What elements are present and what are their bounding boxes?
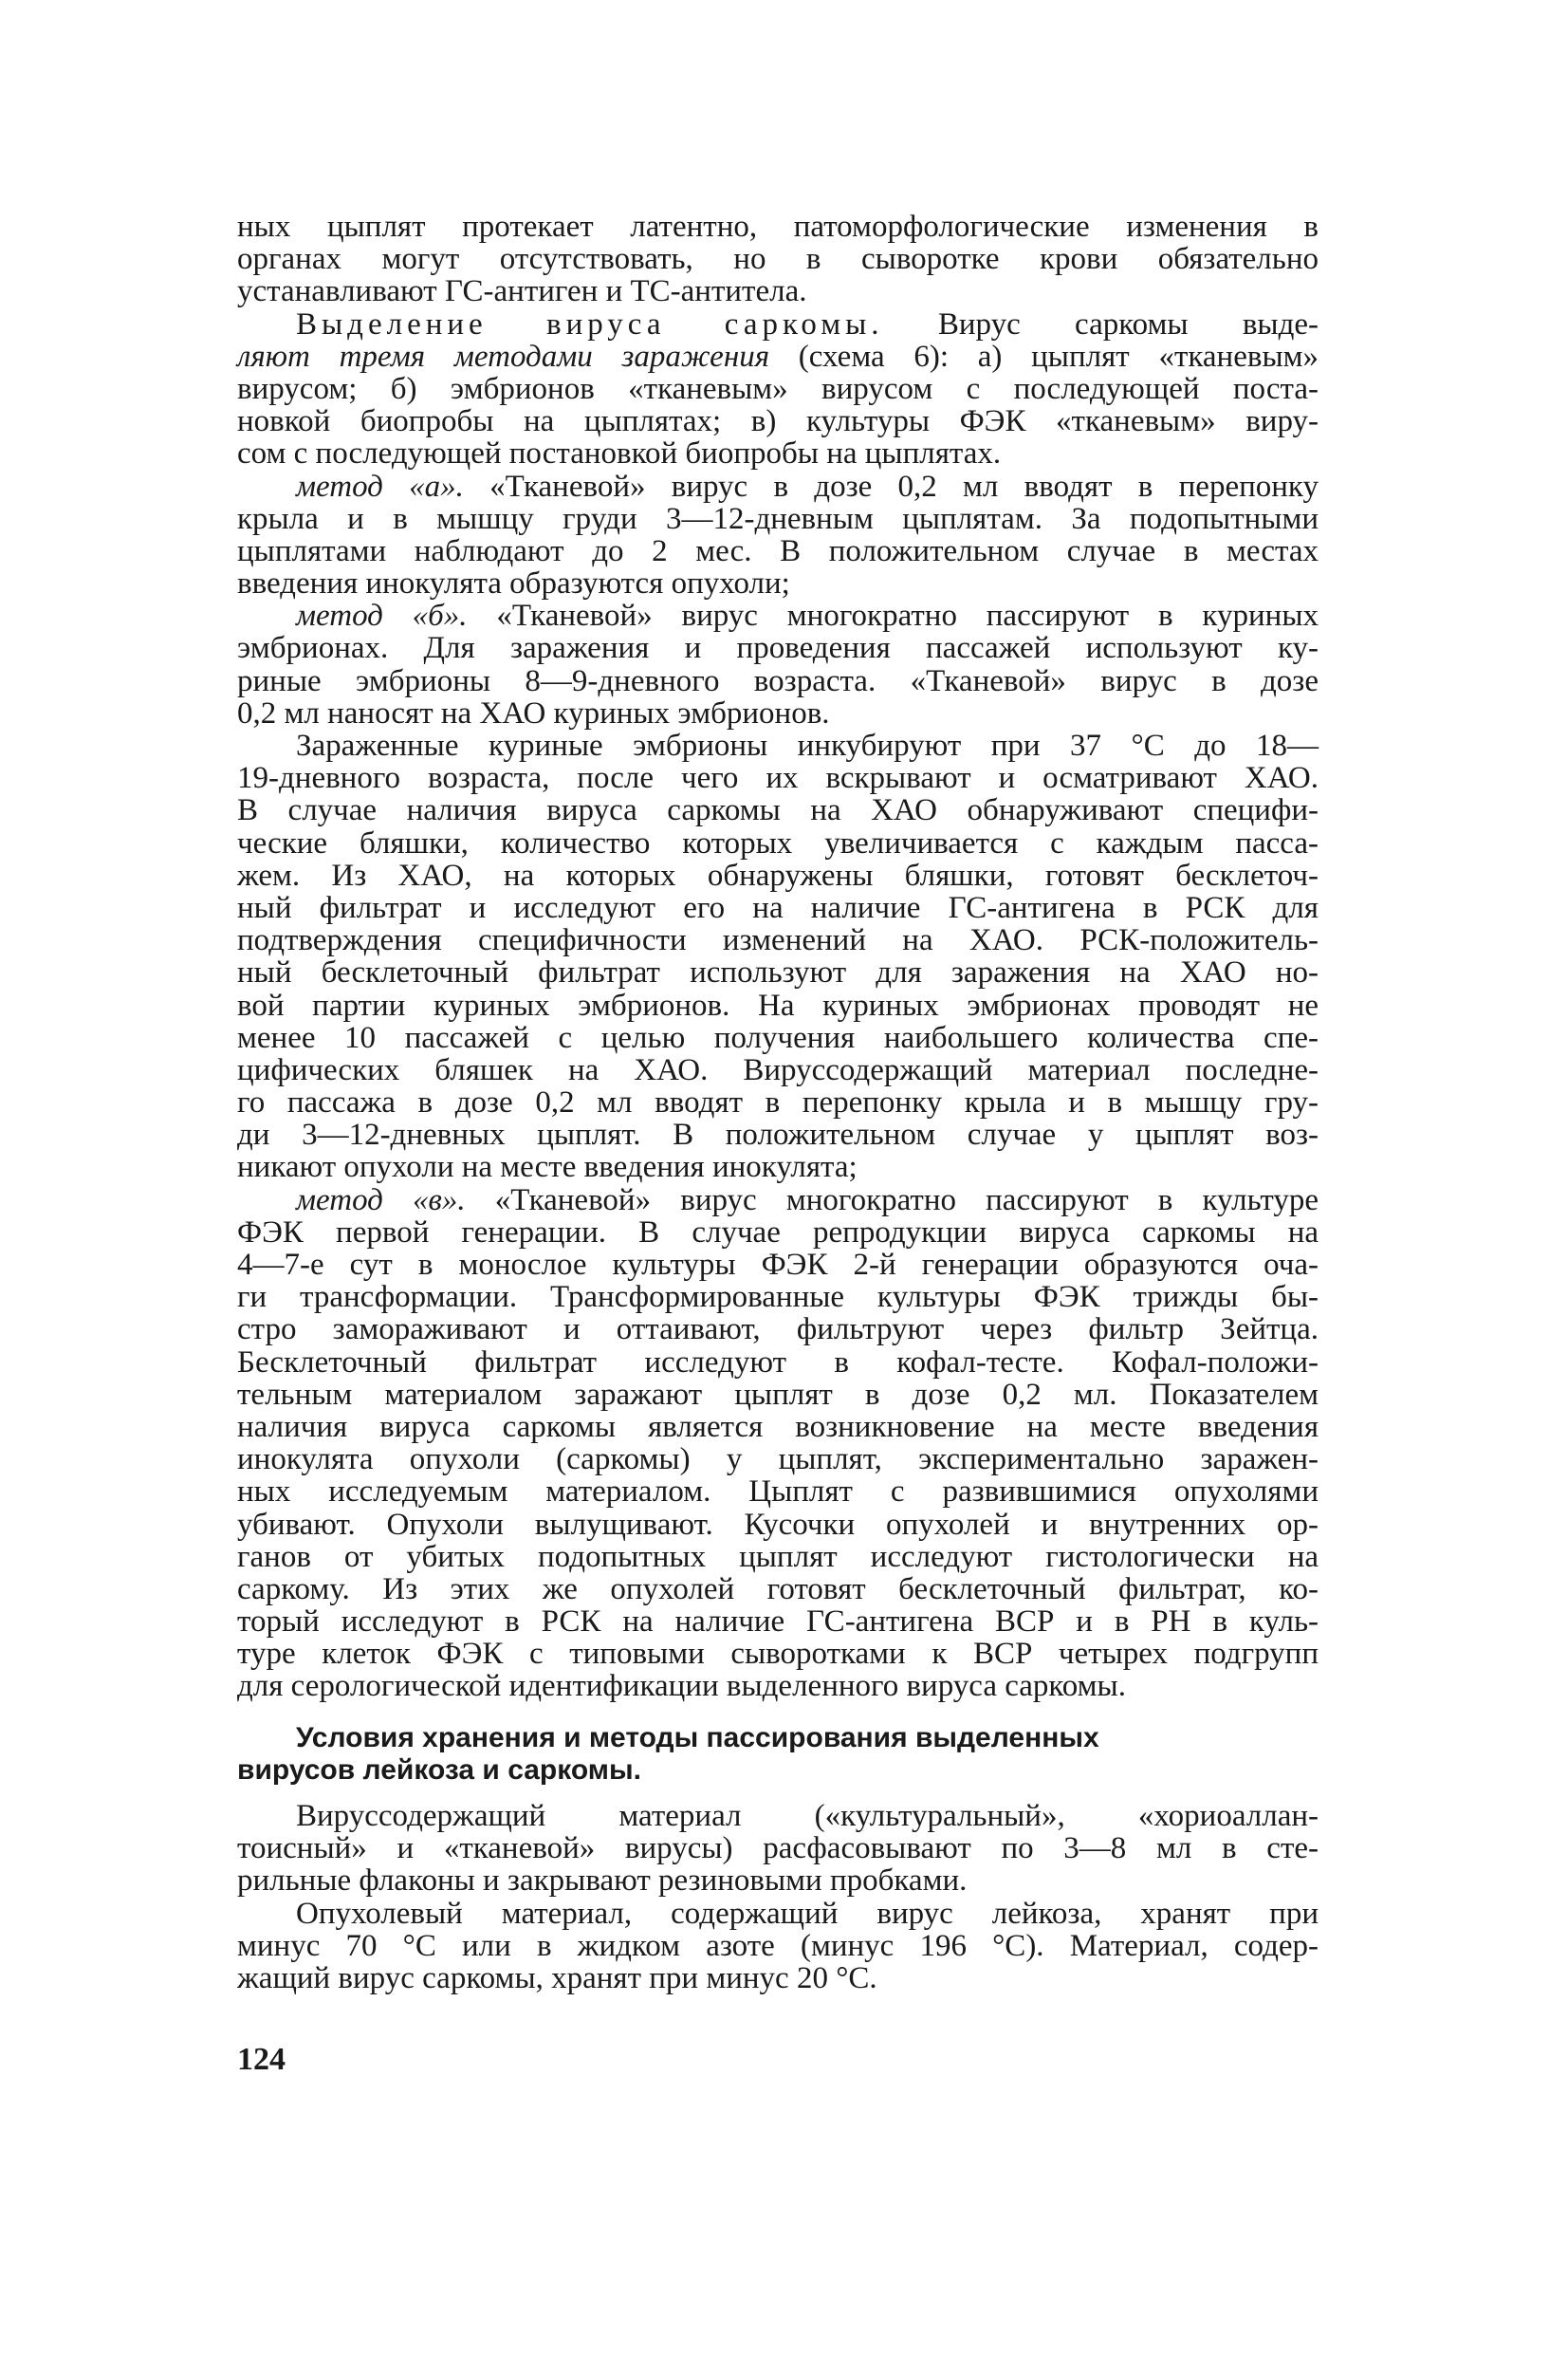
text-line <box>237 308 1319 341</box>
text-line: эмбрионах. Для заражения и проведения пассажей используют ку- <box>237 631 1319 666</box>
text-line <box>237 341 1319 373</box>
text-line <box>237 600 1319 632</box>
run-in-heading: Выделение вируса саркомы. <box>296 306 884 342</box>
page-number: 124 <box>237 2042 286 2077</box>
text-line: ги трансформации. Трансформированные культуры ФЭК трижды бы- <box>237 1280 1319 1315</box>
text-line: туре клеток ФЭК с типовыми сыворотками к ВСР четырех подгрупп <box>237 1637 1319 1672</box>
text-line: минус 70 °С или в жидком азоте (минус 196 °С). Материал, содер- <box>237 1928 1319 1963</box>
text-line: ческие бляшки, количество которых увеличивается с каждым пасса- <box>237 825 1319 861</box>
text-line: торый исследуют в РСК на наличие ГС-антигена ВСР и в РН в куль- <box>237 1604 1319 1640</box>
text-line: введения инокулята образуются опухоли; <box>237 566 790 602</box>
paragraph-storage <box>237 1898 1319 1995</box>
text-line: крыла и в мышцу груди 3—12-дневным цыплятам. За подопытными <box>237 501 1319 536</box>
text-line: Зараженные куриные эмбрионы инкубируют при 37 °С до 18— <box>296 729 1319 763</box>
text-run: (схема 6): а) цыплят «тканевым» <box>769 339 1319 374</box>
text-line: менее 10 пассажей с целью получения наибольшего количества спе- <box>237 1020 1319 1055</box>
text-line: 4—7-е сут в монослое культуры ФЭК 2-й генерации образуются оча- <box>237 1248 1319 1282</box>
text-line: никают опухоли на месте введения инокулята; <box>237 1150 858 1185</box>
text-line: наличия вируса саркомы является возникновение на месте введения <box>237 1409 1319 1444</box>
text-line: жащий вирус саркомы, хранят при минус 20 °С. <box>237 1960 877 1995</box>
paragraph-method-v <box>237 1184 1319 1703</box>
text-run: «Тканевой» вирус в дозе 0,2 мл вводят в перепонку <box>463 469 1319 504</box>
method-label: метод «в». <box>296 1182 466 1217</box>
text-line: вой партии куриных эмбрионов. На куриных эмбрионах проводят не <box>237 988 1319 1023</box>
paragraph-embryo-incubation <box>237 730 1319 1184</box>
text-run: «Тканевой» вирус многократно пассируют в куриных <box>467 599 1319 634</box>
text-line: 0,2 мл наносят на ХАО куриных эмбрионов. <box>237 695 830 731</box>
text-line: новкой биопробы на цыплятах; в) культуры ФЭК «тканевым» виру- <box>237 404 1319 439</box>
text-line: цыплятами наблюдают до 2 мес. В положительном случае в местах <box>237 533 1319 568</box>
text-line: рильные флаконы и закрывают резиновыми пробками. <box>237 1863 968 1899</box>
text-line: органах могут отсутствовать, но в сыворотке крови обязательно <box>237 242 1319 277</box>
method-label: метод «б». <box>296 599 468 634</box>
text-line: Вируссодержащий материал («культуральный», «хориоаллан- <box>296 1799 1319 1833</box>
paragraph-continuation <box>237 211 1319 308</box>
section-heading-line: вирусов лейкоза и саркомы. <box>237 1753 641 1786</box>
text-line: тоисный» и «тканевой» вирусы) расфасовывают по 3—8 мл в сте- <box>237 1831 1319 1866</box>
text-line: стро замораживают и оттаивают, фильтруют через фильтр Зейтца. <box>237 1312 1319 1347</box>
text-line: В случае наличия вируса саркомы на ХАО обнаруживают специфи- <box>237 793 1319 828</box>
text-line: Бесклеточный фильтрат исследуют в кофал-тесте. Кофал-положи- <box>237 1344 1319 1380</box>
paragraph-packaging <box>237 1800 1319 1898</box>
text-run: «Тканевой» вирус многократно пассируют в культуре <box>465 1182 1319 1217</box>
text-line: сом с последующей постановкой биопробы на цыплятах. <box>237 436 1002 472</box>
text-line: риные эмбрионы 8—9-дневного возраста. «Тканевой» вирус в дозе <box>237 663 1319 698</box>
text-line: тельным материалом заражают цыплят в дозе 0,2 мл. Показателем <box>237 1377 1319 1412</box>
section-heading-line: Условия хранения и методы пассирования выделенных <box>296 1721 1099 1753</box>
text-line <box>237 1184 1319 1216</box>
text-line: 19-дневного возраста, после чего их вскрывают и осматривают ХАО. <box>237 761 1319 796</box>
method-label: метод «а». <box>296 469 464 504</box>
text-line <box>237 471 1319 503</box>
text-line: цифических бляшек на ХАО. Вируссодержащий материал последне- <box>237 1052 1319 1087</box>
text-line: ди 3—12-дневных цыплят. В положительном случае у цыплят воз- <box>237 1118 1319 1153</box>
text-line: подтверждения специфичности изменений на ХАО. РСК-положитель- <box>237 923 1319 958</box>
text-line: устанавливают ГС-антиген и ТС-антитела. <box>237 274 807 309</box>
text-run: Вирус саркомы выде- <box>883 306 1319 342</box>
section-heading <box>237 1722 1319 1787</box>
text-line: го пассажа в дозе 0,2 мл вводят в перепонку крыла и в мышцу гру- <box>237 1085 1319 1121</box>
text-line: убивают. Опухоли вылущивают. Кусочки опухолей и внутренних ор- <box>237 1507 1319 1542</box>
page-body <box>237 211 1319 1994</box>
text-line: ных исследуемым материалом. Цыплят с развившимися опухолями <box>237 1474 1319 1510</box>
text-line: ных цыплят протекает латентно, патоморфологические изменения в <box>237 210 1319 244</box>
paragraph-method-a <box>237 471 1319 601</box>
paragraph-method-b <box>237 600 1319 730</box>
text-line: ганов от убитых подопытных цыплят исследуют гистологически на <box>237 1539 1319 1574</box>
paragraph-sarcoma-isolation <box>237 308 1319 471</box>
text-line: ный фильтрат и исследуют его на наличие ГС-антигена в РСК для <box>237 890 1319 925</box>
text-line: ный бесклеточный фильтрат используют для заражения на ХАО но- <box>237 955 1319 991</box>
text-line: саркому. Из этих же опухолей готовят бесклеточный фильтрат, ко- <box>237 1571 1319 1606</box>
text-line: инокулята опухоли (саркомы) у цыплят, экспериментально заражен- <box>237 1442 1319 1477</box>
text-line: для серологической идентификации выделенного вируса саркомы. <box>237 1669 1126 1704</box>
italic-run: ляют тремя методами заражения <box>237 339 770 374</box>
text-line: Опухолевый материал, содержащий вирус лейкоза, хранят при <box>296 1896 1319 1931</box>
text-line: жем. Из ХАО, на которых обнаружены бляшки, готовят бесклеточ- <box>237 858 1319 893</box>
text-line: ФЭК первой генерации. В случае репродукции вируса саркомы на <box>237 1214 1319 1250</box>
text-line: вирусом; б) эмбрионов «тканевым» вирусом с последующей поста- <box>237 371 1319 406</box>
